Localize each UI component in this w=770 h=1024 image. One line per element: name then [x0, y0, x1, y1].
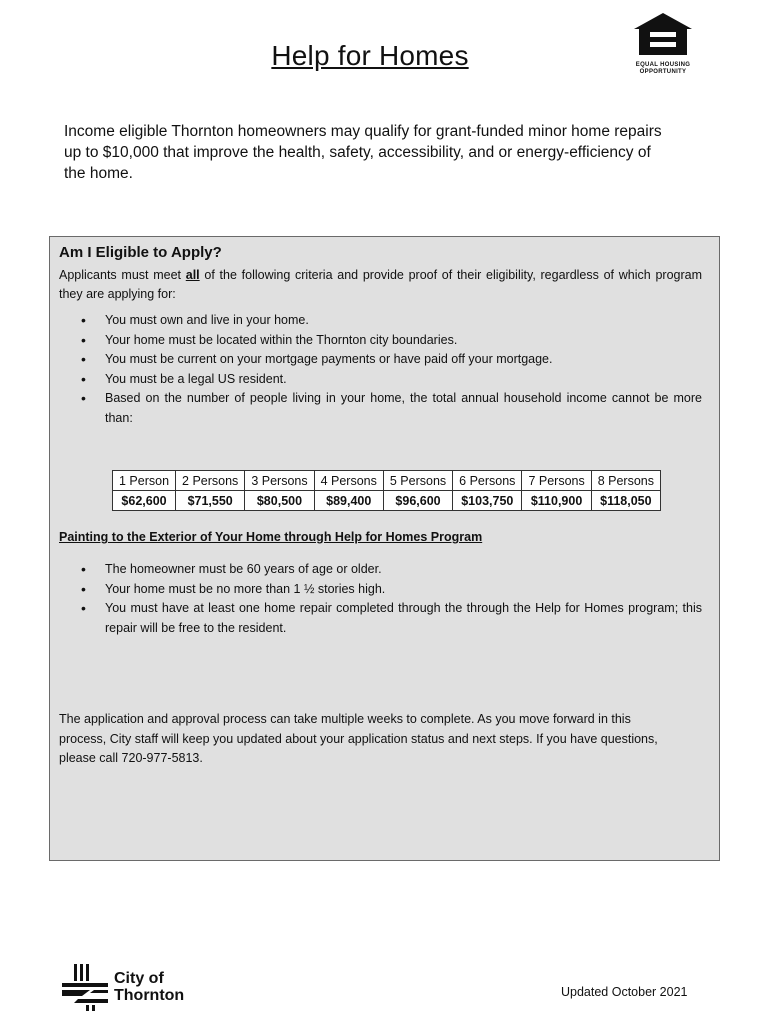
limit-cell: $96,600 — [383, 491, 452, 511]
equal-housing-house-icon — [633, 12, 693, 56]
criteria-item: • You must own and live in your home. — [59, 311, 702, 331]
table-header-row — [113, 471, 661, 491]
limit-cell: $62,600 — [113, 491, 176, 511]
eho-caption-1: EQUAL HOUSING — [635, 62, 691, 68]
criteria-item: • You must be a legal US resident. — [59, 370, 702, 390]
header-cell: 6 Persons — [453, 471, 522, 491]
limit-cell: $110,900 — [522, 491, 591, 511]
city-of-thornton-logo-icon — [60, 962, 110, 1012]
criteria-item: • You must be current on your mortgage payments or have paid off your mortgage. — [59, 350, 702, 370]
city-of-thornton-logo — [60, 962, 184, 1012]
limit-cell: $89,400 — [314, 491, 383, 511]
eligibility-heading: Am I Eligible to Apply? — [59, 244, 222, 261]
header-cell: 5 Persons — [383, 471, 452, 491]
limit-cell: $71,550 — [176, 491, 245, 511]
eligibility-criteria-list — [59, 311, 702, 428]
header-cell: 1 Person — [113, 471, 176, 491]
eho-caption-2: OPPORTUNITY — [639, 69, 687, 75]
eligibility-box — [49, 236, 720, 861]
lead-text-after: of the following criteria and provide proof of their eligibility, regardless of which program they are applying for: — [59, 268, 703, 301]
painting-criteria-list — [59, 560, 702, 638]
criteria-item: • The homeowner must be 60 years of age or older. — [59, 560, 702, 580]
closing-paragraph: The application and approval process can take multiple weeks to complete. As you move forward in this process, City staff will keep you updated about your application status and next steps. If you have questions, please call 720-977-5813. — [59, 712, 658, 765]
criteria-item: • Your home must be no more than 1 ½ stories high. — [59, 580, 702, 600]
header-cell: 8 Persons — [591, 471, 660, 491]
limit-cell: $118,050 — [591, 491, 660, 511]
eligibility-lead — [59, 266, 702, 304]
limit-cell: $80,500 — [245, 491, 314, 511]
header-cell: 2 Persons — [176, 471, 245, 491]
criteria-item: • Your home must be located within the Thornton city boundaries. — [59, 331, 702, 351]
painting-heading: Painting to the Exterior of Your Home through Help for Homes Program — [59, 530, 483, 544]
updated-date: Updated October 2021 — [561, 985, 688, 999]
logo-text — [114, 970, 184, 1004]
lead-text-before: Applicants must meet — [59, 268, 186, 282]
page-title: Help for Homes — [271, 40, 469, 71]
intro-paragraph: Income eligible Thornton homeowners may qualify for grant-funded minor home repairs up to $10,000 that improve the health, safety, accessibility, and or energy-efficiency of the home. — [64, 123, 662, 182]
logo-line-1: City of — [114, 970, 164, 987]
lead-emphasis: all — [185, 268, 200, 282]
criteria-item: • Based on the number of people living in your home, the total annual household income cannot be more than: — [59, 389, 702, 428]
header-cell: 4 Persons — [314, 471, 383, 491]
equal-housing-logo — [632, 12, 694, 74]
header-cell: 3 Persons — [245, 471, 314, 491]
criteria-item: • You must have at least one home repair completed through the through the Help for Homes program; this repair will be free to the resident. — [59, 599, 702, 638]
income-limits-table — [112, 470, 661, 511]
logo-line-2: Thornton — [114, 987, 185, 1004]
limit-cell: $103,750 — [453, 491, 522, 511]
header-cell: 7 Persons — [522, 471, 591, 491]
table-row — [113, 491, 661, 511]
